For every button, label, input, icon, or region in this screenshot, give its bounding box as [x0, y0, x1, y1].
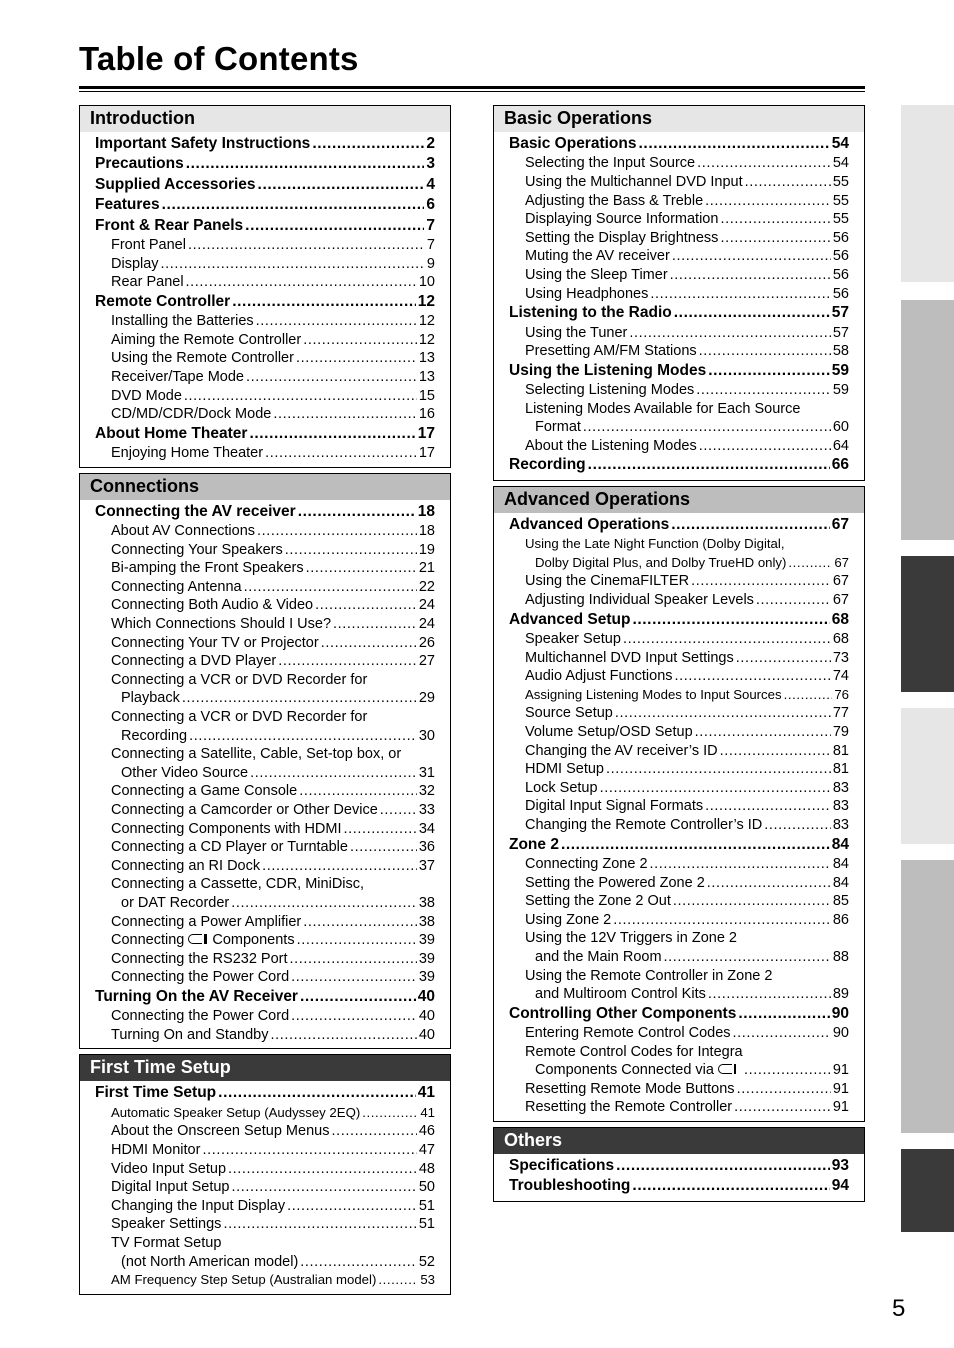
section-header: Advanced Operations: [494, 487, 864, 513]
thumb-tab-advanced-operations: [901, 860, 954, 1133]
toc-entry[interactable]: Advanced Operations ..... 67: [494, 515, 864, 535]
toc-subentry[interactable]: Digital Input Signal Formats ..... 83: [494, 797, 864, 816]
toc-subentry[interactable]: Receiver/Tape Mode ..... 13: [80, 368, 450, 387]
toc-subentry-continued[interactable]: Dolby Digital Plus, and Dolby TrueHD only) ..... 67: [494, 554, 864, 573]
left-column: [79, 105, 451, 1300]
toc-subentry[interactable]: Connecting Components with HDMI ..... 34: [80, 820, 450, 839]
toc-subentry-continued[interactable]: Components Connected via ..... 91: [494, 1061, 864, 1080]
toc-entry[interactable]: Troubleshooting ..... 94: [494, 1176, 864, 1196]
toc-subentry[interactable]: Source Setup ..... 77: [494, 704, 864, 723]
toc-entry[interactable]: Advanced Setup ..... 68: [494, 610, 864, 630]
toc-subentry[interactable]: Lock Setup ..... 83: [494, 779, 864, 798]
toc-subentry[interactable]: About AV Connections ..... 18: [80, 522, 450, 541]
toc-entry[interactable]: Precautions ..... 3: [80, 154, 450, 174]
toc-subentry[interactable]: Connecting Antenna ..... 22: [80, 578, 450, 597]
toc-subentry[interactable]: DVD Mode ..... 15: [80, 387, 450, 406]
toc-subentry[interactable]: Aiming the Remote Controller ..... 12: [80, 331, 450, 350]
toc-subentry[interactable]: Displaying Source Information ..... 55: [494, 210, 864, 229]
ri-logo-icon: [187, 933, 209, 944]
toc-subentry[interactable]: Setting the Display Brightness ..... 56: [494, 229, 864, 248]
toc-subentry[interactable]: Entering Remote Control Codes ..... 90: [494, 1024, 864, 1043]
toc-subentry[interactable]: Adjusting the Bass & Treble ..... 55: [494, 192, 864, 211]
toc-subentry-line[interactable]: TV Format Setup: [111, 1235, 222, 1252]
toc-entry[interactable]: Using the Listening Modes ..... 59: [494, 361, 864, 381]
section-introduction: [79, 105, 451, 468]
toc-subentry[interactable]: Video Input Setup ..... 48: [80, 1160, 450, 1179]
toc-entry[interactable]: Listening to the Radio ..... 57: [494, 303, 864, 323]
toc-subentry[interactable]: Connecting Both Audio & Video ..... 24: [80, 596, 450, 615]
right-column: [493, 105, 865, 1207]
toc-subentry[interactable]: Connecting Zone 2 ..... 84: [494, 855, 864, 874]
toc-subentry[interactable]: Connecting a Power Amplifier ..... 38: [80, 913, 450, 932]
toc-subentry[interactable]: Display ..... 9: [80, 255, 450, 274]
toc-subentry[interactable]: Assigning Listening Modes to Input Sources ..... 76: [494, 686, 864, 705]
toc-subentry[interactable]: Using Headphones ..... 56: [494, 285, 864, 304]
toc-subentry[interactable]: About the Onscreen Setup Menus ..... 46: [80, 1122, 450, 1141]
toc-subentry-line[interactable]: Connecting a Cassette, CDR, MiniDisc,: [111, 876, 365, 893]
toc-subentry-line[interactable]: Using the Late Night Function (Dolby Digital,: [525, 536, 785, 552]
section-header: First Time Setup: [80, 1055, 450, 1081]
toc-subentry-continued[interactable]: (not North American model) ..... 52: [80, 1253, 450, 1272]
toc-subentry[interactable]: Connecting Components ..... 39: [80, 931, 450, 950]
toc-subentry-continued[interactable]: Recording ..... 30: [80, 727, 450, 746]
ri-logo-icon: [717, 1063, 739, 1074]
toc-entry[interactable]: Remote Controller ..... 12: [80, 292, 450, 312]
toc-subentry-continued[interactable]: Format ..... 60: [494, 418, 864, 437]
toc-subentry[interactable]: CD/MD/CDR/Dock Mode ..... 16: [80, 405, 450, 424]
toc-entry[interactable]: Connecting the AV receiver ..... 18: [80, 502, 450, 522]
toc-subentry[interactable]: Connecting the Power Cord ..... 39: [80, 968, 450, 987]
toc-entry[interactable]: Recording ..... 66: [494, 455, 864, 475]
toc-subentry[interactable]: Setting the Powered Zone 2 ..... 84: [494, 874, 864, 893]
toc-subentry[interactable]: Volume Setup/OSD Setup ..... 79: [494, 723, 864, 742]
toc-subentry-line[interactable]: Connecting a Satellite, Cable, Set-top box, or: [111, 746, 402, 763]
toc-subentry-continued[interactable]: Other Video Source ..... 31: [80, 764, 450, 783]
toc-subentry[interactable]: Installing the Batteries ..... 12: [80, 312, 450, 331]
toc-subentry[interactable]: HDMI Monitor ..... 47: [80, 1141, 450, 1160]
thumb-tab-first-time-setup: [901, 556, 954, 692]
toc-subentry[interactable]: Adjusting Individual Speaker Levels ..... 67: [494, 591, 864, 610]
toc-subentry[interactable]: Presetting AM/FM Stations ..... 58: [494, 342, 864, 361]
toc-subentry[interactable]: Using the Multichannel DVD Input ..... 55: [494, 173, 864, 192]
section-others: [493, 1127, 865, 1202]
toc-subentry[interactable]: Turning On and Standby ..... 40: [80, 1026, 450, 1045]
toc-subentry[interactable]: Muting the AV receiver ..... 56: [494, 247, 864, 266]
toc-subentry[interactable]: Speaker Settings ..... 51: [80, 1215, 450, 1234]
toc-subentry[interactable]: Using Zone 2 ..... 86: [494, 911, 864, 930]
toc-subentry[interactable]: Speaker Setup ..... 68: [494, 630, 864, 649]
toc-subentry[interactable]: Using the Sleep Timer ..... 56: [494, 266, 864, 285]
section-header: Connections: [80, 474, 450, 500]
toc-subentry[interactable]: Enjoying Home Theater ..... 17: [80, 444, 450, 463]
thumb-tab-others: [901, 1149, 954, 1232]
toc-subentry[interactable]: Setting the Zone 2 Out ..... 85: [494, 892, 864, 911]
toc-entry[interactable]: Features ..... 6: [80, 195, 450, 215]
thumb-tab-basic-operations: [901, 708, 954, 844]
toc-subentry-line[interactable]: Using the Remote Controller in Zone 2: [525, 967, 773, 984]
toc-subentry[interactable]: Connecting the Power Cord ..... 40: [80, 1007, 450, 1026]
toc-subentry[interactable]: Changing the Input Display ..... 51: [80, 1197, 450, 1216]
toc-subentry[interactable]: Selecting the Input Source ..... 54: [494, 154, 864, 173]
toc-entry[interactable]: Basic Operations ..... 54: [494, 134, 864, 154]
toc-subentry-line[interactable]: Connecting a VCR or DVD Recorder for: [111, 709, 368, 725]
toc-subentry-line[interactable]: Connecting a VCR or DVD Recorder for: [111, 671, 368, 688]
toc-subentry-continued[interactable]: or DAT Recorder ..... 38: [80, 894, 450, 913]
toc-subentry[interactable]: HDMI Setup ..... 81: [494, 760, 864, 779]
toc-subentry[interactable]: Audio Adjust Functions ..... 74: [494, 667, 864, 686]
toc-subentry[interactable]: Automatic Speaker Setup (Audyssey 2EQ) ..... 41: [80, 1104, 450, 1123]
section-header: Introduction: [80, 106, 450, 132]
toc-subentry[interactable]: Rear Panel ..... 10: [80, 273, 450, 292]
toc-subentry-line[interactable]: Remote Control Codes for Integra: [525, 1043, 743, 1060]
toc-subentry[interactable]: Digital Input Setup ..... 50: [80, 1178, 450, 1197]
toc-subentry[interactable]: Connecting the RS232 Port ..... 39: [80, 950, 450, 969]
toc-subentry[interactable]: Connecting Your Speakers ..... 19: [80, 541, 450, 560]
section-first-time-setup: [79, 1054, 451, 1294]
toc-subentry[interactable]: Connecting Your TV or Projector ..... 26: [80, 634, 450, 653]
toc-subentry[interactable]: About the Listening Modes ..... 64: [494, 437, 864, 456]
toc-subentry[interactable]: Resetting Remote Mode Buttons ..... 91: [494, 1080, 864, 1099]
page-title: Table of Contents: [79, 40, 359, 77]
section-basic-operations: [493, 105, 865, 481]
toc-subentry[interactable]: Changing the AV receiver’s ID ..... 81: [494, 742, 864, 761]
toc-subentry[interactable]: Connecting a Camcorder or Other Device ..... 33: [80, 801, 450, 820]
toc-subentry[interactable]: Connecting a DVD Player ..... 27: [80, 652, 450, 671]
toc-entry[interactable]: Turning On the AV Receiver ..... 40: [80, 987, 450, 1007]
toc-subentry[interactable]: Selecting Listening Modes ..... 59: [494, 381, 864, 400]
toc-subentry[interactable]: Bi-amping the Front Speakers ..... 21: [80, 559, 450, 578]
title-rule: [79, 86, 865, 89]
toc-entry[interactable]: About Home Theater ..... 17: [80, 424, 450, 444]
toc-entry[interactable]: Zone 2 ..... 84: [494, 835, 864, 855]
toc-subentry[interactable]: Front Panel ..... 7: [80, 236, 450, 255]
toc-subentry[interactable]: Connecting an RI Dock ..... 37: [80, 857, 450, 876]
toc-subentry[interactable]: Using the CinemaFILTER ..... 67: [494, 572, 864, 591]
section-header: Basic Operations: [494, 106, 864, 132]
toc-subentry[interactable]: AM Frequency Step Setup (Australian model) ..... 53: [80, 1271, 450, 1290]
thumb-tab-connections: [901, 300, 954, 540]
toc-entry[interactable]: Important Safety Instructions ..... 2: [80, 134, 450, 154]
toc-entry[interactable]: Specifications ..... 93: [494, 1156, 864, 1176]
page-number: 5: [892, 1295, 906, 1322]
toc-subentry[interactable]: Resetting the Remote Controller ..... 91: [494, 1098, 864, 1117]
toc-subentry[interactable]: Using the Tuner ..... 57: [494, 324, 864, 343]
section-connections: [79, 473, 451, 1050]
toc-subentry-continued[interactable]: Playback ..... 29: [80, 689, 450, 708]
toc-subentry[interactable]: Multichannel DVD Input Settings ..... 73: [494, 649, 864, 668]
toc-entry[interactable]: Controlling Other Components ..... 90: [494, 1004, 864, 1024]
title-rule-thin: [79, 91, 865, 92]
toc-subentry[interactable]: Connecting a Game Console ..... 32: [80, 782, 450, 801]
toc-subentry-continued[interactable]: and Multiroom Control Kits ..... 89: [494, 985, 864, 1004]
toc-subentry-line[interactable]: Listening Modes Available for Each Source: [525, 400, 801, 417]
thumb-tab-introduction: [901, 105, 954, 282]
toc-subentry[interactable]: Which Connections Should I Use? ..... 24: [80, 615, 450, 634]
toc-subentry[interactable]: Using the Remote Controller ..... 13: [80, 349, 450, 368]
toc-subentry[interactable]: Connecting a CD Player or Turntable ..... 36: [80, 838, 450, 857]
section-advanced-operations: [493, 486, 865, 1122]
toc-subentry-continued[interactable]: and the Main Room ..... 88: [494, 948, 864, 967]
toc-entry[interactable]: First Time Setup ..... 41: [80, 1083, 450, 1103]
toc-subentry[interactable]: Changing the Remote Controller’s ID ..... 83: [494, 816, 864, 835]
toc-subentry-line[interactable]: Using the 12V Triggers in Zone 2: [525, 930, 737, 947]
toc-entry[interactable]: Front & Rear Panels ..... 7: [80, 216, 450, 236]
section-header: Others: [494, 1128, 864, 1154]
toc-entry[interactable]: Supplied Accessories ..... 4: [80, 175, 450, 195]
